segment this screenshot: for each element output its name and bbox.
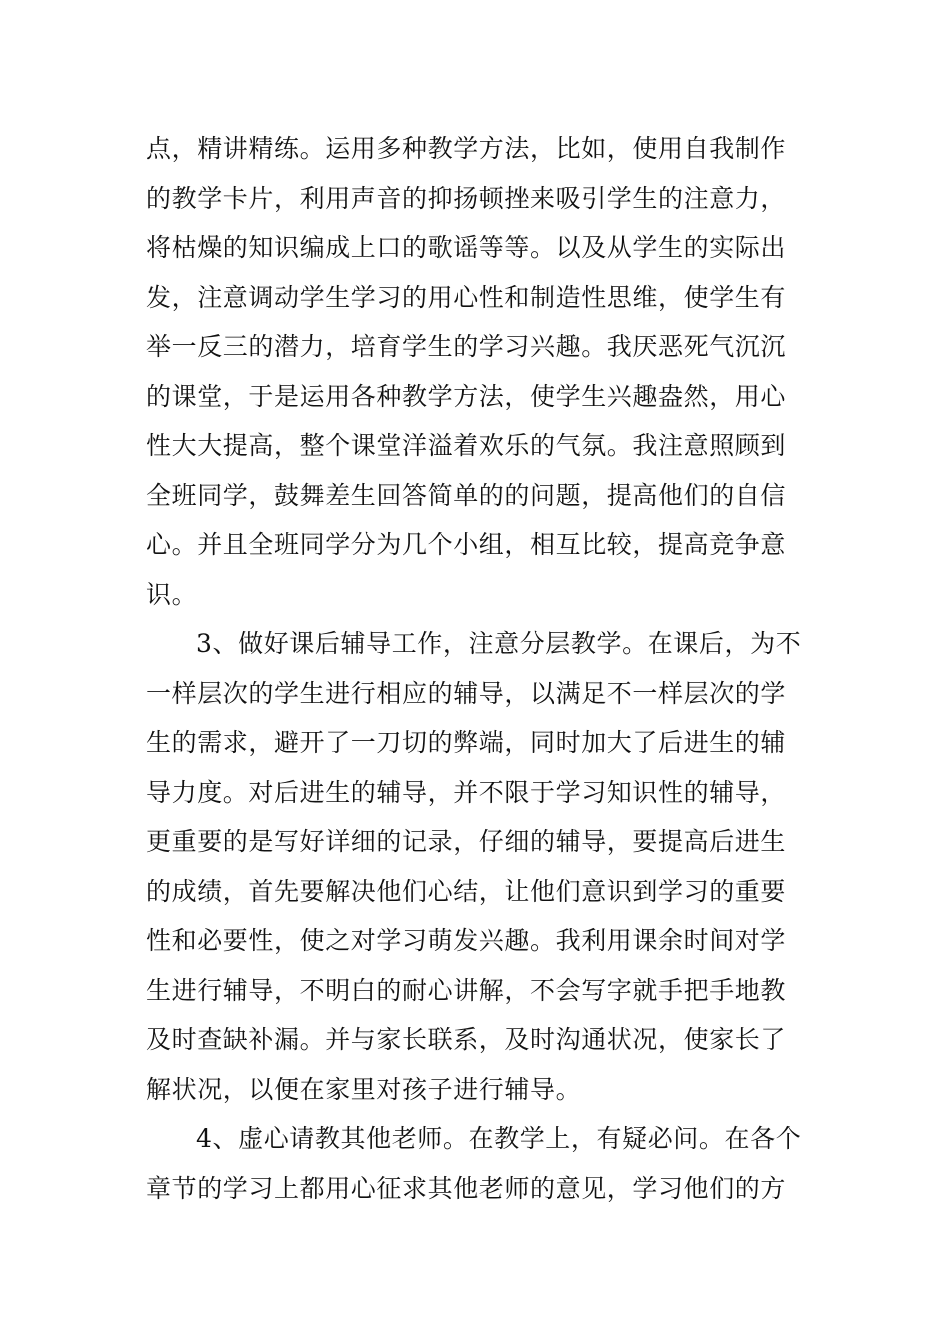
paragraph-3-start: 3、做好课后辅导工作，注意分层教学。在课后，为不 — [196, 629, 802, 658]
text-line: 生进行辅导，不明白的耐心讲解，不会写字就手把手地教 — [146, 975, 787, 1005]
text-line: 点，精讲精练。运用多种教学方法，比如，使用自我制作 — [146, 134, 787, 163]
document-body — [146, 124, 806, 1213]
text-line: 的课堂，于是运用各种教学方法，使学生兴趣盎然，用心 — [146, 381, 787, 411]
text-line: 心。并且全班同学分为几个小组，相互比较，提高竞争意 — [146, 530, 787, 559]
text-line: 的成绩，首先要解决他们心结，让他们意识到学习的重要 — [146, 876, 787, 906]
text-line: 识。 — [146, 579, 198, 609]
text-line: 将枯燥的知识编成上口的歌谣等等。以及从学生的实际出 — [146, 233, 787, 262]
text-line: 一样层次的学生进行相应的辅导，以满足不一样层次的学 — [146, 678, 787, 708]
text-line: 解状况，以便在家里对孩子进行辅导。 — [146, 1074, 582, 1104]
text-line: 性和必要性，使之对学习萌发兴趣。我利用课余时间对学 — [146, 926, 787, 955]
text-line: 章节的学习上都用心征求其他老师的意见，学习他们的方 — [146, 1173, 787, 1203]
text-line: 导力度。对后进生的辅导，并不限于学习知识性的辅导， — [146, 777, 787, 807]
text-line: 发，注意调动学生学习的用心性和制造性思维，使学生有 — [146, 282, 787, 312]
text-line: 及时查缺补漏。并与家长联系，及时沟通状况，使家长了 — [146, 1025, 787, 1054]
text-line: 性大大提高，整个课堂洋溢着欢乐的气氛。我注意照顾到 — [146, 431, 787, 460]
text-line: 全班同学，鼓舞差生回答简单的的问题，提高他们的自信 — [146, 480, 787, 510]
paragraph-4-start: 4、虚心请教其他老师。在教学上，有疑必问。在各个 — [196, 1124, 802, 1153]
text-line: 举一反三的潜力，培育学生的学习兴趣。我厌恶死气沉沉 — [146, 332, 787, 361]
text-line: 更重要的是写好详细的记录，仔细的辅导，要提高后进生 — [146, 827, 787, 856]
text-line: 的教学卡片，利用声音的抑扬顿挫来吸引学生的注意力， — [146, 183, 787, 213]
text-line: 生的需求，避开了一刀切的弊端，同时加大了后进生的辅 — [146, 728, 787, 757]
